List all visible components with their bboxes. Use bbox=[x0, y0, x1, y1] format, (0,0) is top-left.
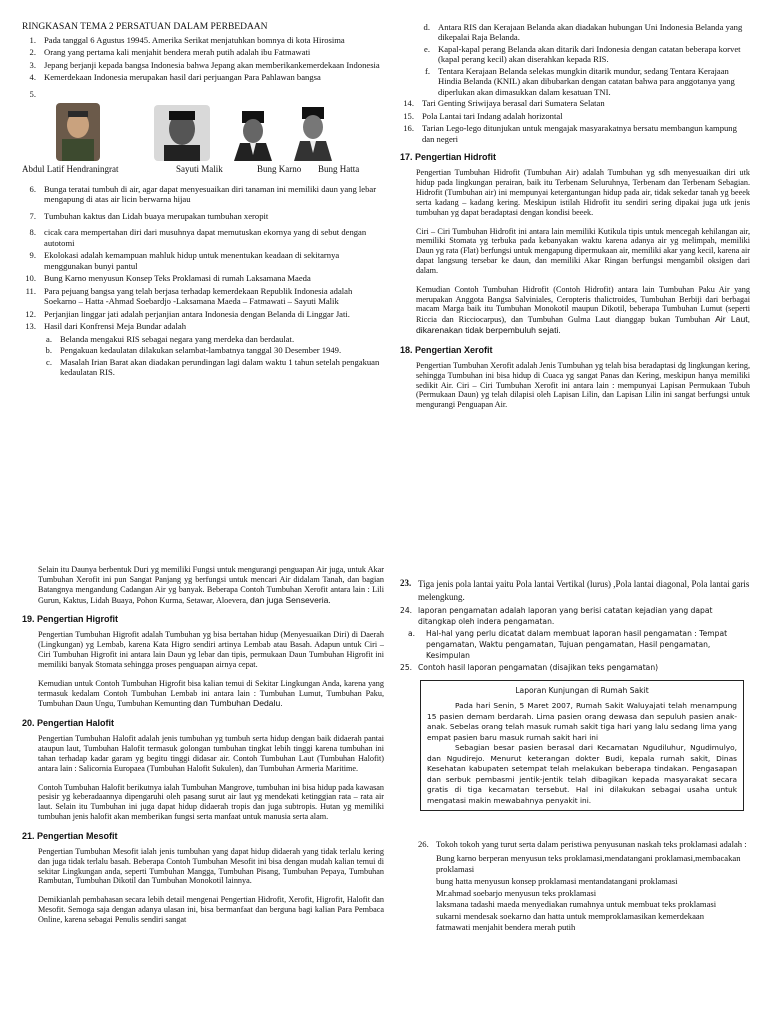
list-item: 7. Tumbuhan kaktus dan Lidah buaya merupakan tumbuhan xeropit bbox=[29, 210, 269, 221]
list-item: 23. Tiga jenis pola lantai yaitu Pola lantai Vertikal (lurus) ,Pola lantai diagonal, Pola lantai garis melengkung. bbox=[400, 578, 750, 603]
sub-list-item: e. Kapal-kapal perang Belanda akan ditarik dari Indonesia dengan catatan beberapa korvet (kapal perang kecil) akan diserahkan kepada RIS. bbox=[424, 43, 741, 65]
page-2 bbox=[400, 22, 750, 542]
portrait-photo-bung-hatta bbox=[290, 107, 336, 161]
page-4 bbox=[400, 578, 750, 1024]
list-item: 26. Tokoh tokoh yang turut serta dalam peristiwa penyusunan naskah teks proklamasi adalah : bbox=[418, 839, 747, 850]
sub-list-item: a. Belanda mengakui RIS sebagai negara yang merdeka dan berdaulat. bbox=[46, 333, 295, 344]
sub-list-item: d. Antara RIS dan Kerajaan Belanda akan diadakan hubungan Uni Indonesia Belanda yang dikepalai Raja Belanda. bbox=[423, 22, 743, 43]
observation-report-box bbox=[420, 680, 744, 811]
list-item: 4. Kemerdekaan Indonesia merupakan hasil dari perjuangan Para Pahlawan bangsa bbox=[29, 72, 321, 83]
list-item: 3. Jepang berjanji kepada bangsa Indonesia bahwa Jepang akan memberikankemerdekaan Indonesia bbox=[29, 59, 380, 70]
figure-line: fatmawati menjahit bendera merah putih bbox=[436, 922, 576, 933]
sub-list-item: c. Masalah Irian Barat akan diadakan perundingan lagi dalam waktu 1 tahun setelah pengakuan kedaulatan RIS. bbox=[46, 356, 380, 378]
portrait-photo-sayuti-malik bbox=[154, 105, 210, 161]
figure-line: sukarni mendesak soekarno dan hatta untuk memproklamasikan kemerdekaan bbox=[436, 910, 704, 921]
figure-line: bung hatta menyusun konsep proklamasi mentandatangani proklamasi bbox=[436, 876, 678, 887]
document-title: RINGKASAN TEMA 2 PERSATUAN DALAM PERBEDAAN bbox=[22, 22, 268, 32]
list-item: 1. Pada tanggal 6 Agustus 19945. Amerika Serikat menjatuhkan bomnya di kota Hirosima bbox=[29, 34, 345, 45]
list-item: 2. Orang yang pertama kali menjahit bendera merah putih adalah ibu Fatmawati bbox=[29, 47, 311, 58]
list-item: 24. laporan pengamatan adalah laporan yang berisi catatan kejadian yang dapat ditangkap oleh indera pengamatan. bbox=[400, 606, 713, 626]
figure-line: Mr.ahmad soebarjo menyusun teks proklamasi bbox=[436, 887, 597, 898]
paragraph: Pengertian Tumbuhan Xerofit adalah Jenis Tumbuhan yg telah bisa beradaptasi dg lingkungan kering, sehingga Tumbuhan ini bisa hidup di Cuaca yg sangat Panas dan Kering, meskipun hanya memiliki sedikit Air. Ciri – Ciri Tumbuhan Xerofit ini antara lain : mempunyai Lapisan Permukaan Tubuh (Permukaan Daun) yg telah dilapisi oleh Lapisan Lilin, dan Lapisan Lilin ini sangat berfungsi untuk mengurangi Penguapan Air. bbox=[416, 360, 750, 410]
portrait-photo-abdul-latif bbox=[56, 103, 100, 161]
portrait-photo-bung-karno bbox=[230, 111, 276, 161]
section-heading-higrofit: 19. Pengertian Higrofit bbox=[22, 614, 119, 625]
figure-line: laksmana tadashi maeda menyediakan rumahnya untuk membuat teks proklamasi bbox=[436, 899, 717, 910]
list-item: 12. Perjanjian linggar jati adalah perjanjian antara Indonesia dengan Belanda di Linggar Jati. bbox=[25, 308, 350, 319]
section-heading-xerofit: 18. Pengertian Xerofit bbox=[400, 344, 493, 355]
list-item: 9. Ekolokasi adalah kemampuan mahluk hidup untuk menentukan keadaan di sekitarnya menggunakan bunyi pantul bbox=[29, 250, 340, 271]
page-3 bbox=[22, 565, 384, 1023]
section-heading-hidrofit: 17. Pengertian Hidrofit bbox=[400, 152, 497, 163]
report-paragraph: Sebagian besar pasien berasal dari Kecamatan Ngudiluhur, Ngudimulyo, dan Ngudirejo. Menurut keterangan dokter Budi, kepala rumah sakit, Dinas Kesehatan kabupaten setempat telah melakukan beberapa tindakan. Pengasapan dan serbuk pembasmi jentik-jentik telah dibagikan kepada masyarakat secara gratis di tiga kecamatan tersebut. Hal ini dilakukan sebagai usaha untuk mengatasi makin mewabahnya penyakit ini. bbox=[427, 743, 737, 805]
paragraph: Selain itu Daunya berbentuk Duri yg memiliki Fungsi untuk mengurangi penguapan Air juga, untuk Akar Tumbuhan Xerofit ini pun Sangat Panjang yg berfungsi untuk mencari Air didalam Tanah, dan bagian Batangnya mengandung Cadangan Air yg banyak. Beberapa Contoh Tumbuhan Xerofit antara lain : Lili Gurun, Kaktus, Lidah Buaya, Pohon Kurma, Setawar, Aloevera, dan juga Senseveria. bbox=[38, 565, 384, 605]
paragraph: Kemudian Contoh Tumbuhan Hidrofit (Contoh Hidrofit) antara lain Tumbuhan Paku Air yang merupakan Anggota Bangsa Salviniales, Ceropteris thalictroides, Tumbuhan Berbiji dari berbagai macam Marga baik itu Tumbuhan Monokotil maupun Dikotil, beberapa Tumbuhan Lumut (seperti Riccia dan Ricciocarpus), dan Tumbuhan Gulma Laut dianggap bukan Tumbuhan Air Laut, dikarenakan tidak berpembuluh sejati. bbox=[416, 284, 750, 336]
list-item: 11. Para pejuang bangsa yang telah berjasa terhadap kemerdekaan Republik Indonesia adalah Soekarno – Hatta -Ahmad Soebardjo -Laksamana Maeda – Fatmawati – Sayuti Malik bbox=[25, 285, 353, 307]
paragraph: Demikianlah pembahasan secara lebih detail mengenai Pengertian Hidrofit, Xerofit, Higrofit, Halofit dan Mesofit. Semoga saja dengan adanya ulasan ini, bisa bermanfaat dan berguna bagi kalian Para Pembaca Online, karena sebagai Penulis sendiri sangat bbox=[38, 895, 384, 924]
page-1 bbox=[22, 22, 384, 522]
caption-bung-karno: Bung Karno bbox=[257, 164, 302, 174]
sub-list-item: f. Tentara Kerajaan Belanda selekas mungkin ditarik mundur, sedang Tentara Kerajaan Hindia Belanda (KNIL) akan dibubarkan dengan catatan bahwa para anggotanya yang diperlukan akan dimasukkan dalam kesatuan TNI. bbox=[424, 65, 735, 97]
list-item: 6. Bunga teratai tumbuh di air, agar dapat menyesuaikan diri tanaman ini memiliki daun yang lebar mengapung di atas air licin berwarna hijau bbox=[29, 184, 377, 205]
paragraph: Contoh Tumbuhan Halofit berikutnya ialah Tumbuhan Mangrove, tumbuhan ini bisa hidup pada kawasan pesisir yg keberadaannya dipengaruhi oleh pasang surut air laut yg mendekati ketinggian rata – rata air laut. Selain itu Tumbuhan ini juga dapat hidup didaerah tropis dan juga subtropis. Hutan yg memiliki tumbuhan jenis halofit akan memberikan fungsi serta manfaat untuk manusia serta alam. bbox=[38, 782, 384, 822]
section-heading-halofit: 20. Pengertian Halofit bbox=[22, 718, 115, 729]
list-item: 25. Contoh hasil laporan pengamatan (disajikan teks pengamatan) bbox=[400, 663, 659, 673]
figure-line: Bung karno berperan menyusun teks proklamasi,mendatangani proklamasi,membacakan proklamasi bbox=[436, 852, 741, 875]
report-title: Laporan Kunjungan di Rumah Sakit bbox=[515, 685, 649, 695]
hero-photos bbox=[44, 103, 384, 161]
report-paragraph: Pada hari Senin, 5 Maret 2007, Rumah Sakit Waluyajati telah menampung 15 pasien demam berdarah. Lima pasien orang dewasa dan sepuluh pasien anak-anak. Sebelas orang telah masuk rumah sakit tiga hari yang lalu sedang lima yang empat pasien baru masuk rumah sakit hari ini bbox=[427, 701, 737, 742]
photo-captions bbox=[22, 164, 384, 178]
list-item: 8. cicak cara mempertahan diri dari musuhnya dapat memutuskan ekornya yang di sebut dengan autotomi bbox=[29, 227, 367, 248]
sub-list-item: b. Pengakuan kedaulatan dilakukan selambat-lambatnya tanggal 30 Desember 1949. bbox=[45, 345, 342, 356]
paragraph: Pengertian Tumbuhan Higrofit adalah Tumbuhan yg bisa bertahan hidup (Menyesuaikan Diri) di Daerah (Lingkungan) yg Lembab, karena Kata Higro sendiri artinya Lembab atau Basah. Adapun untuk Ciri – Ciri Tumbuhan Higrofit ini antara lain Daun yg lebar dan tipis, permukaan Daun Tumbuhan Higrofit ini memiliki banyak Stomata sehingga proses penguapan airnya cepat. bbox=[38, 630, 384, 669]
list-item: 14. Tari Genting Sriwijaya berasal dari Sumatera Selatan bbox=[403, 98, 605, 109]
list-item-photos: 5. bbox=[29, 88, 36, 99]
caption-abdul-latif: Abdul Latif Hendraningrat bbox=[22, 164, 119, 174]
section-heading-mesofit: 21. Pengertian Mesofit bbox=[22, 830, 118, 841]
list-item: 16. Tarian Lego-lego ditunjukan untuk mengajak masyarakatnya bersatu membangun kampung dan negeri bbox=[403, 123, 737, 144]
sub-list-item: a. Hal-hal yang perlu dicatat dalam membuat laporan hasil pengamatan : Tempat pengamatan, Waktu pengamatan, Tujuan pengamatan, Hasil pengamatan, Kesimpulan bbox=[408, 629, 728, 660]
paragraph: Kemudian untuk Contoh Tumbuhan Higrofit bisa kalian temui di Sekitar Lingkungan Anda, karena yang termasuk kedalam Contoh Tumbuhan Lembab ini antara lain : Tumbuhan Lumut, Tumbuhan Paku, Tumbuhan Daun Ungu, Tumbuhan Kemunting dan Tumbuhan Dedalu. bbox=[38, 678, 384, 709]
list-item: 15. Pola Lantai tari Indang adalah horizontal bbox=[403, 110, 563, 121]
list-item: 10. Bung Karno menyusun Konsep Teks Proklamasi di rumah Laksamana Maeda bbox=[25, 273, 311, 284]
caption-bung-hatta: Bung Hatta bbox=[318, 164, 360, 174]
caption-sayuti-malik: Sayuti Malik bbox=[176, 164, 223, 174]
paragraph: Ciri – Ciri Tumbuhan Hidrofit ini antara lain memiliki Kutikula tipis untuk mencegah kehilangan air, memiliki Stomata yg terbuka pada kebanyakan waktu karena adanya air yg melimpah, memiliki Daun yg rata (Flat) berfungsi untuk mengapung dipermukaan air, memiliki akar yang kecil, karena air dapat langsung tersebar ke daun, dan memiliki Akar Ringan berfungsi mengambil oksigen dari dalam. bbox=[416, 226, 750, 275]
paragraph: Pengertian Tumbuhan Mesofit ialah jenis tumbuhan yang dapat hidup didaerah yang tidak terlalu kering dan juga tidak terlalu basah. Beberapa Contoh Tumbuhan Mesofit ini bisa dengan mudah kalian temui di sekitar Lingkungan anda, seperti Tumbuhan Mangga, Tumbuhan Pisang, Tumbuhan Pepaya, Tumbuhan Rambutan, Tumbuhan Dikotil dan Tumbuhan Monokotil lainnya. bbox=[38, 846, 384, 886]
paragraph: Pengertian Tumbuhan Hidrofit (Tumbuhan Air) adalah Tumbuhan yg sdh menyesuaikan diri utk hidup pada lingkungan perairan, baik itu Terbenam Seluruhnya, Terbenam dan Terbenam Sebagian. Hidrofit (Tumbuhan air) ini mempunyai ketergantungan hidup pada air, tidak sekedar tanah yg beeek serta kadang – kadang kering. Meskipun istilah Hidrofit itu sendiri sering dipakai juga utk jenis tumbuhan yg dapat beradaptasi dengan kondisi beeek. bbox=[416, 168, 750, 217]
list-item: 13. Hasil dari Konfrensi Meja Bundar adalah bbox=[25, 321, 186, 332]
paragraph: Pengertian Tumbuhan Halofit adalah jenis tumbuhan yg tumbuh serta hidup dengan baik didaerah pantai ataupun laut, Tumbuhan Halofit termasuk golongan tumbuhan tingkat lebih tinggi karena tumbuhan ini tahan terhadap kadar garam yg begitu tinggi didasar air. Contoh Tumbuhan Laut (Tumbuhan Halofit) antara lain : Salicornia Europaea (Tumbuhan Halofit Sukulen), dan Tumbuhan Armeria Maritime. bbox=[38, 734, 384, 773]
